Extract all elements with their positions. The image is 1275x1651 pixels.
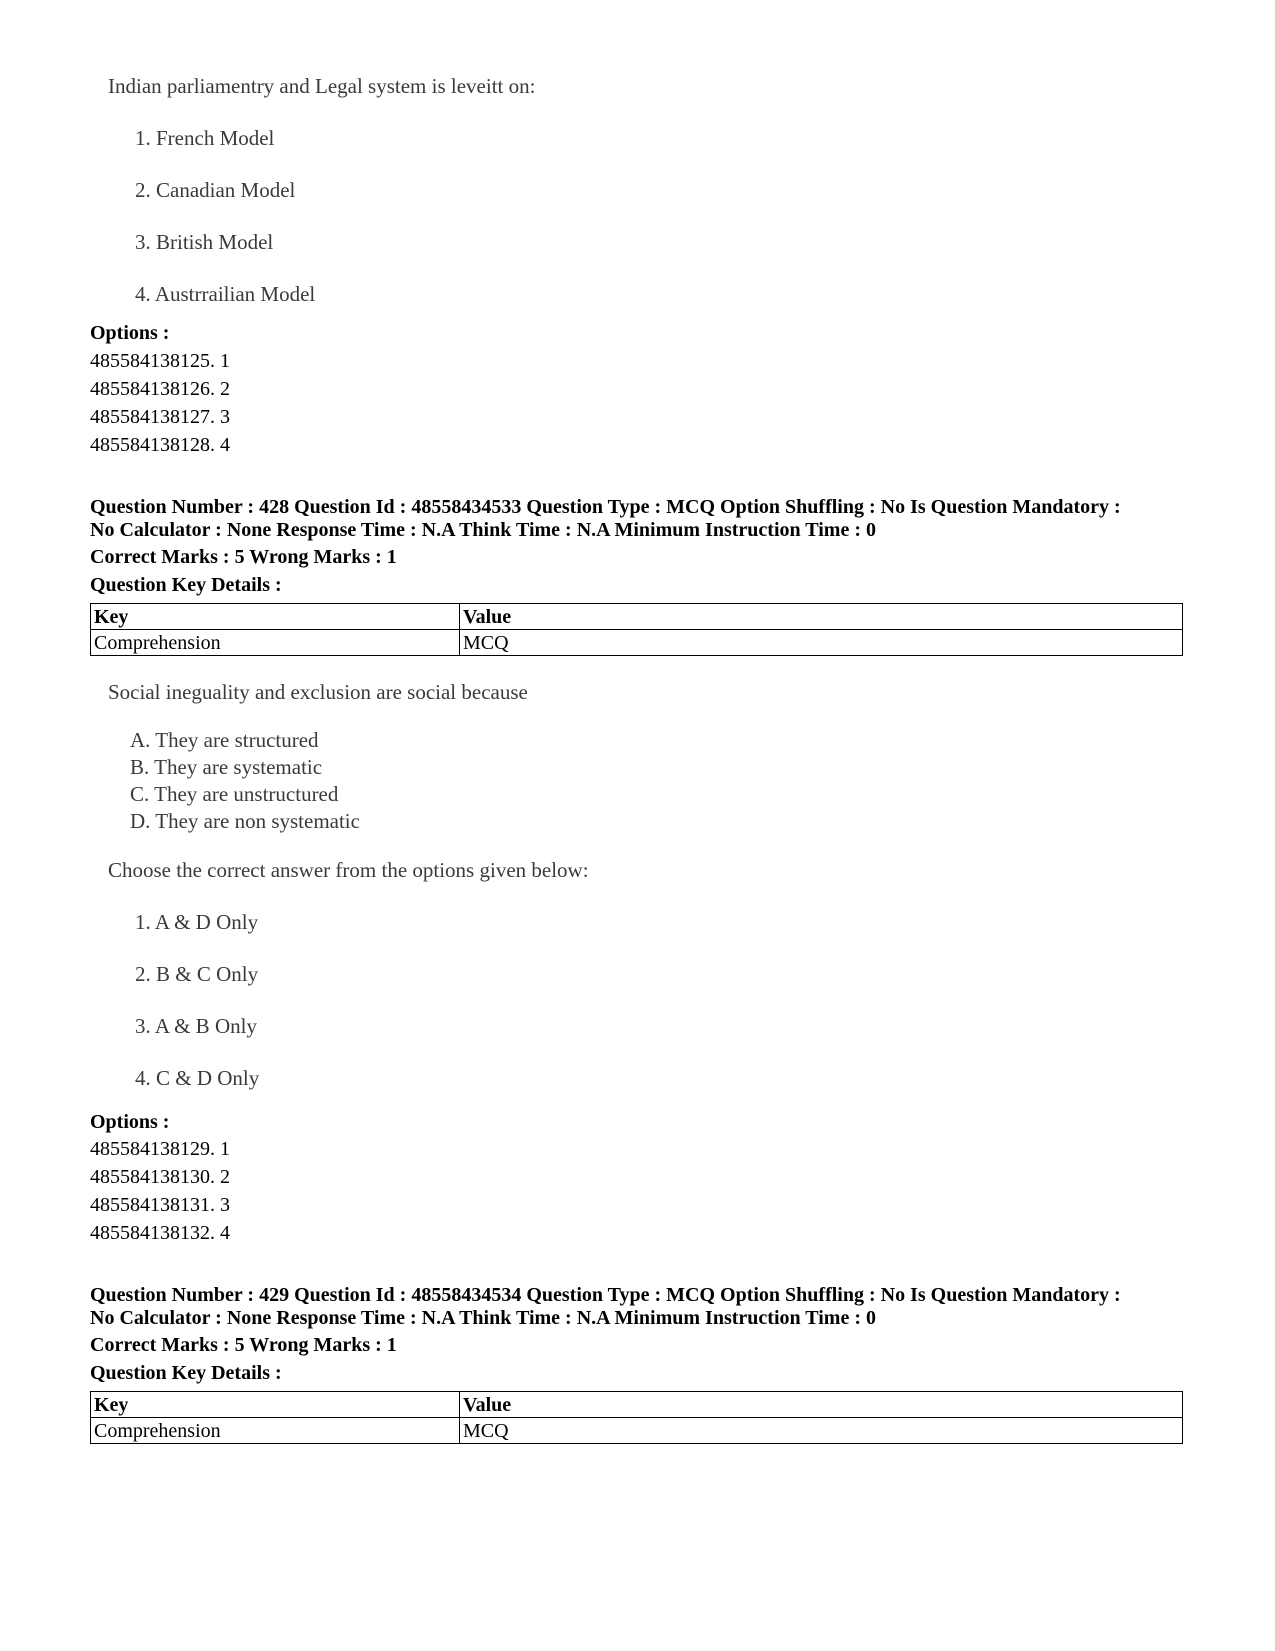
table-row bbox=[91, 630, 1183, 656]
table-header-row bbox=[91, 604, 1183, 630]
options-label: Options : bbox=[90, 1111, 170, 1133]
options-list bbox=[90, 347, 230, 459]
statement-item: C. They are unstructured bbox=[130, 782, 339, 806]
table-header-cell: Value bbox=[460, 604, 1183, 630]
choice-3: 3. British Model bbox=[135, 230, 274, 254]
statement-item: B. They are systematic bbox=[130, 755, 323, 779]
key-details-label: Question Key Details : bbox=[90, 574, 282, 596]
marks-line: Correct Marks : 5 Wrong Marks : 1 bbox=[90, 546, 397, 568]
table-header-cell: Key bbox=[91, 1392, 460, 1418]
question-meta-line: Question Number : 428 Question Id : 48558434533 Question Type : MCQ Option Shuffling : No Is Question Mandatory : bbox=[90, 496, 1121, 518]
question-meta bbox=[90, 1284, 1190, 1330]
table-cell: Comprehension bbox=[91, 630, 460, 656]
question-text: Indian parliamentry and Legal system is leveitt on: bbox=[108, 74, 536, 98]
statement-item: A. They are structured bbox=[130, 728, 319, 752]
option-id: 485584138125. 1 bbox=[90, 350, 230, 372]
option-id: 485584138130. 2 bbox=[90, 1166, 230, 1188]
marks-line: Correct Marks : 5 Wrong Marks : 1 bbox=[90, 1334, 397, 1356]
question-meta-line: No Calculator : None Response Time : N.A Think Time : N.A Minimum Instruction Time : 0 bbox=[90, 1307, 876, 1329]
options-label: Options : bbox=[90, 322, 170, 344]
table-cell: Comprehension bbox=[91, 1418, 460, 1444]
option-id: 485584138126. 2 bbox=[90, 378, 230, 400]
option-id: 485584138132. 4 bbox=[90, 1222, 230, 1244]
choice-1: 1. A & D Only bbox=[135, 910, 259, 934]
table-header-cell: Key bbox=[91, 604, 460, 630]
key-details-table bbox=[90, 1391, 1183, 1444]
table-cell: MCQ bbox=[460, 1418, 1183, 1444]
choice-2: 2. Canadian Model bbox=[135, 178, 296, 202]
choice-3: 3. A & B Only bbox=[135, 1014, 257, 1038]
question-text: Social ineguality and exclusion are social because bbox=[108, 680, 528, 704]
option-id: 485584138128. 4 bbox=[90, 434, 230, 456]
option-id: 485584138131. 3 bbox=[90, 1194, 230, 1216]
options-list bbox=[90, 1135, 230, 1247]
question-meta-line: Question Number : 429 Question Id : 48558434534 Question Type : MCQ Option Shuffling : No Is Question Mandatory : bbox=[90, 1284, 1121, 1306]
key-details-table bbox=[90, 603, 1183, 656]
choice-1: 1. French Model bbox=[135, 126, 275, 150]
choice-2: 2. B & C Only bbox=[135, 962, 259, 986]
table-header-row bbox=[91, 1392, 1183, 1418]
question-meta bbox=[90, 496, 1190, 542]
statement-item: D. They are non systematic bbox=[130, 809, 360, 833]
table-header-cell: Value bbox=[460, 1392, 1183, 1418]
key-details-label: Question Key Details : bbox=[90, 1362, 282, 1384]
option-id: 485584138129. 1 bbox=[90, 1138, 230, 1160]
table-row bbox=[91, 1418, 1183, 1444]
instruction-text: Choose the correct answer from the options given below: bbox=[108, 858, 589, 882]
table-cell: MCQ bbox=[460, 630, 1183, 656]
choice-4: 4. Austrrailian Model bbox=[135, 282, 316, 306]
question-meta-line: No Calculator : None Response Time : N.A Think Time : N.A Minimum Instruction Time : 0 bbox=[90, 519, 876, 541]
option-id: 485584138127. 3 bbox=[90, 406, 230, 428]
choice-4: 4. C & D Only bbox=[135, 1066, 260, 1090]
statement-list bbox=[130, 727, 360, 835]
